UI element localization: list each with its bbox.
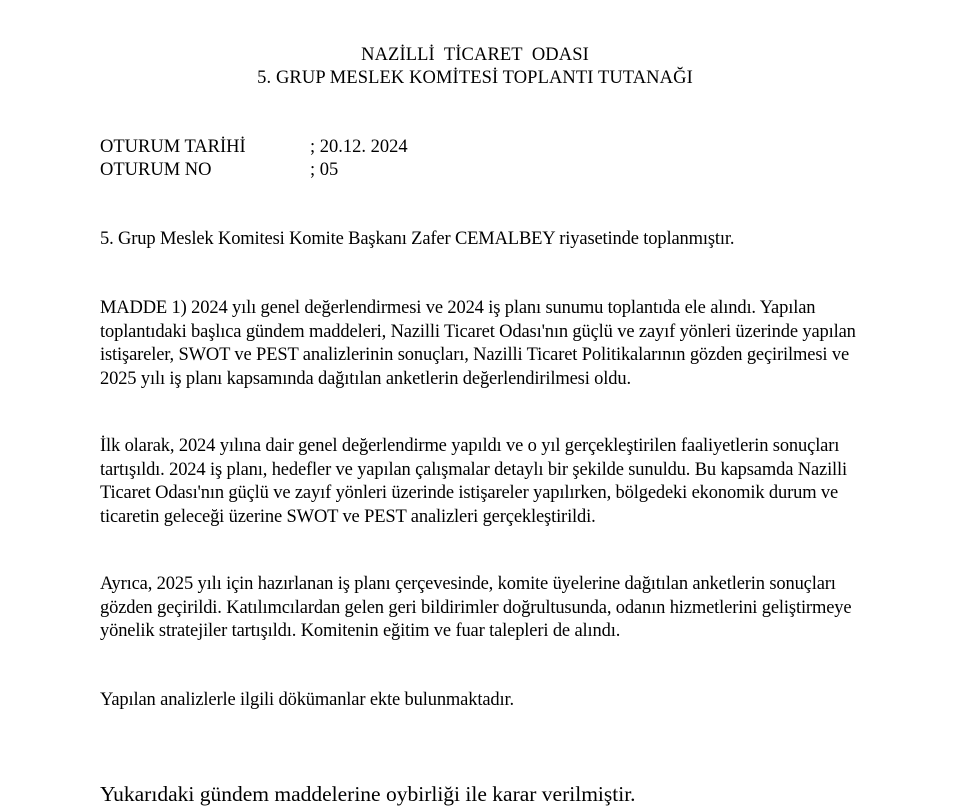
session-number-row xyxy=(100,159,408,182)
evaluation-paragraph: İlk olarak, 2024 yılına dair genel değerlendirme yapıldı ve o yıl gerçekleştirilen faaliyetlerin sonuçları tartışıldı. 2024 iş planı, hedefler ve yapılan çalışmalar detaylı bir şekilde sunuldu. Bu kapsamda Nazilli Ticaret Odası'nın güçlü ve zayıf yönleri üzerinde istişareler yapılırken, bölgedeki ekonomik durum ve ticaretin geleceği üzerine SWOT ve PEST analizleri gerçekleştirildi. xyxy=(100,436,848,527)
session-date-value: ; 20.12. 2024 xyxy=(310,137,408,157)
session-number-value: ; 05 xyxy=(310,160,339,180)
article-1-paragraph: MADDE 1) 2024 yılı genel değerlendirmesi ve 2024 iş planı sunumu toplantıda ele alındı. Yapılan toplantıdaki başlıca gündem maddeleri, Nazilli Ticaret Odası'nın güçlü ve zayıf yönleri üzerinde yapılan istişareler, SWOT ve PEST analizlerinin sonuçları, Nazilli Ticaret Politikalarının gözden geçirilmesi ve 2025 yılı iş planı kapsamında dağıtılan anketlerin değerlendirilmesi oldu. xyxy=(100,298,856,389)
document-header xyxy=(0,44,950,90)
session-number-label: OTURUM NO xyxy=(100,160,212,180)
session-date-label: OTURUM TARİHİ xyxy=(100,137,246,157)
decision-statement: Yukarıdaki gündem maddelerine oybirliği ile karar verilmiştir. xyxy=(100,782,636,806)
intro-paragraph: 5. Grup Meslek Komitesi Komite Başkanı Zafer CEMALBEY riyasetinde toplanmıştır. xyxy=(100,229,735,249)
session-info xyxy=(100,136,408,182)
session-date-row xyxy=(100,136,408,159)
organization-title: NAZİLLİ TİCARET ODASI xyxy=(361,45,589,65)
document-title: 5. GRUP MESLEK KOMİTESİ TOPLANTI TUTANAĞI xyxy=(257,68,693,88)
attachments-note: Yapılan analizlerle ilgili dökümanlar ekte bulunmaktadır. xyxy=(100,690,514,710)
survey-paragraph: Ayrıca, 2025 yılı için hazırlanan iş planı çerçevesinde, komite üyelerine dağıtılan anketlerin sonuçları gözden geçirildi. Katılımcılardan gelen geri bildirimler doğrultusunda, odanın hizmetlerini geliştirmeye yönelik stratejiler tartışıldı. Komitenin eğitim ve fuar talepleri de alındı. xyxy=(100,574,852,641)
